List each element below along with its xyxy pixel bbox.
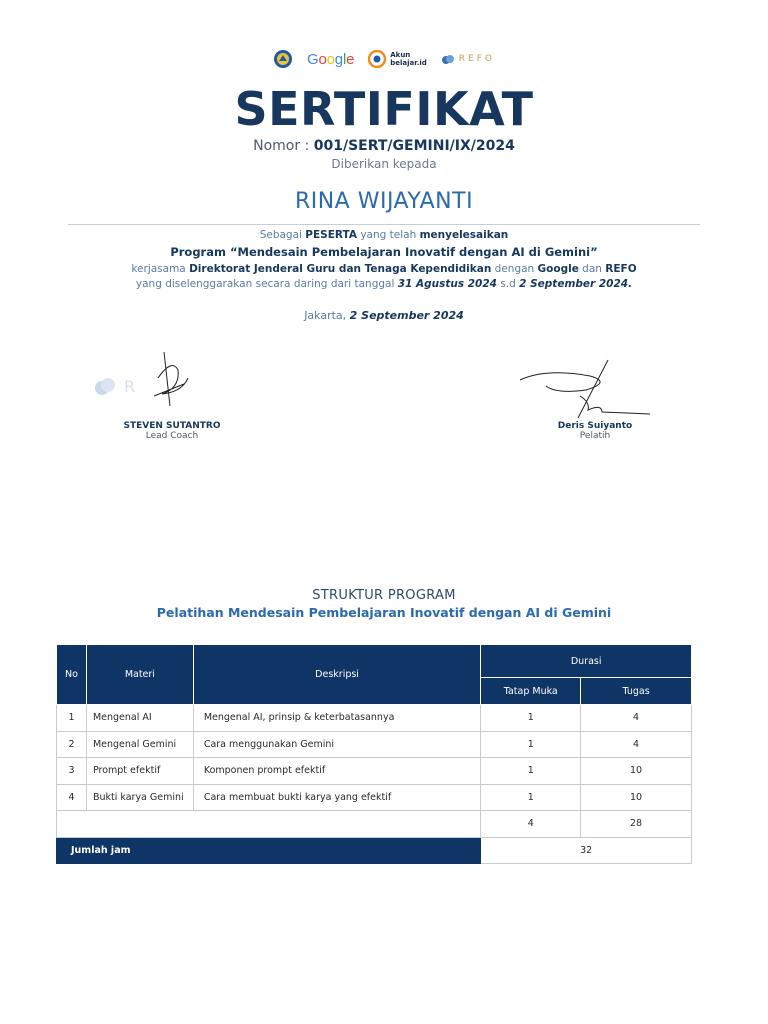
right-signatory [535,421,655,441]
program-name [0,245,768,259]
google-logo [307,51,354,68]
partner-google: Google [537,263,579,275]
row-no: 2 [57,731,87,758]
subtotal-row [57,811,692,838]
row-tatap-muka: 1 [481,758,581,785]
header-tugas: Tugas [581,678,692,705]
body-line-4 [0,278,768,290]
text-segment: s.d [496,278,520,290]
structure-subtitle: Pelatihan Mendesain Pembelajaran Inovatif dengan AI di Gemini [156,605,612,620]
program-title: Program “Mendesain Pembelajaran Inovatif dengan AI di Gemini” [170,245,598,259]
subtotal-empty-cell [57,811,481,838]
right-signature-stroke [516,358,656,422]
recipient-name: RINA WIJAYANTI [294,189,474,214]
belajar-id-label: belajar.id [390,59,427,67]
row-tugas: 4 [581,731,692,758]
row-tugas: 10 [581,784,692,811]
table-row [57,758,692,785]
logo-row [0,46,768,72]
certificate-title: SERTIFIKAT [234,82,534,136]
refo-wordmark: REFO [458,54,495,64]
header-durasi: Durasi [481,645,692,678]
right-signatory-name: Deris Suiyanto [557,421,633,431]
partner-dirjen: Direktorat Jenderal Guru dan Tenaga Kependidikan [189,263,492,275]
table-row [57,731,692,758]
name-divider [68,224,700,225]
place-label: Jakarta, [304,309,350,322]
text-segment: kerjasama [131,263,190,275]
left-signatory-role: Lead Coach [145,431,199,441]
row-tatap-muka: 1 [481,731,581,758]
table-row [57,705,692,732]
row-no: 1 [57,705,87,732]
belajar-id-icon [368,50,386,68]
row-materi: Mengenal Gemini [86,731,193,758]
given-to-label: Diberikan kepada [331,157,437,171]
watermark-letter: R [124,377,136,396]
akun-belajar-logo [368,50,427,68]
table-row [57,784,692,811]
text-segment: dengan [491,263,538,275]
role-peserta: PESERTA [305,229,357,241]
google-wordmark: Google [307,50,355,68]
total-row [57,837,692,864]
body-line-3 [0,263,768,275]
text-segment: Sebagai [259,229,306,241]
row-materi: Bukti karya Gemini [86,784,193,811]
start-date: 31 Agustus 2024 [397,278,497,290]
refo-cloud-icon [441,53,455,65]
completion-word: menyelesaikan [419,229,509,241]
structure-title: STRUKTUR PROGRAM [312,588,456,603]
total-value: 32 [481,837,692,864]
row-materi: Prompt efektif [86,758,193,785]
refo-logo [441,53,495,65]
left-signatory-name: STEVEN SUTANTRO [123,421,221,431]
header-no: No [57,645,87,705]
row-tugas: 4 [581,705,692,732]
header-materi: Materi [86,645,193,705]
row-no: 3 [57,758,87,785]
row-deskripsi: Cara membuat bukti karya yang efektif [193,784,481,811]
body-line-1 [0,229,768,241]
row-deskripsi: Cara menggunakan Gemini [193,731,481,758]
left-signature-area [92,348,202,412]
number-label: Nomor : [253,138,314,154]
total-label: Jumlah jam [57,837,481,864]
text-segment: yang diselenggarakan secara daring dari tanggal [135,278,398,290]
right-signatory-role: Pelatih [579,431,611,441]
subtotal-tugas: 28 [581,811,692,838]
row-tatap-muka: 1 [481,784,581,811]
subtotal-tatap-muka: 4 [481,811,581,838]
row-deskripsi: Komponen prompt efektif [193,758,481,785]
row-materi: Mengenal AI [86,705,193,732]
issue-date: 2 September 2024 [349,309,464,322]
kemendikbud-logo [273,49,293,69]
row-no: 4 [57,784,87,811]
text-segment: dan [578,263,606,275]
place-date [0,309,768,322]
right-signature-area [516,358,656,422]
akun-label: Akun [390,51,411,59]
row-tatap-muka: 1 [481,705,581,732]
left-signatory [112,421,232,441]
partner-refo: REFO [605,263,637,275]
certificate-number [0,138,768,154]
header-tatap-muka: Tatap Muka [481,678,581,705]
program-table [56,644,692,864]
left-signature-stroke [92,348,202,412]
row-deskripsi: Mengenal AI, prinsip & keterbatasannya [193,705,481,732]
number-value: 001/SERT/GEMINI/IX/2024 [313,138,515,154]
header-deskripsi: Deskripsi [193,645,481,705]
row-tugas: 10 [581,758,692,785]
end-date: 2 September 2024. [519,278,633,290]
tut-wuri-handayani-icon [273,49,293,69]
text-segment: yang telah [357,229,420,241]
